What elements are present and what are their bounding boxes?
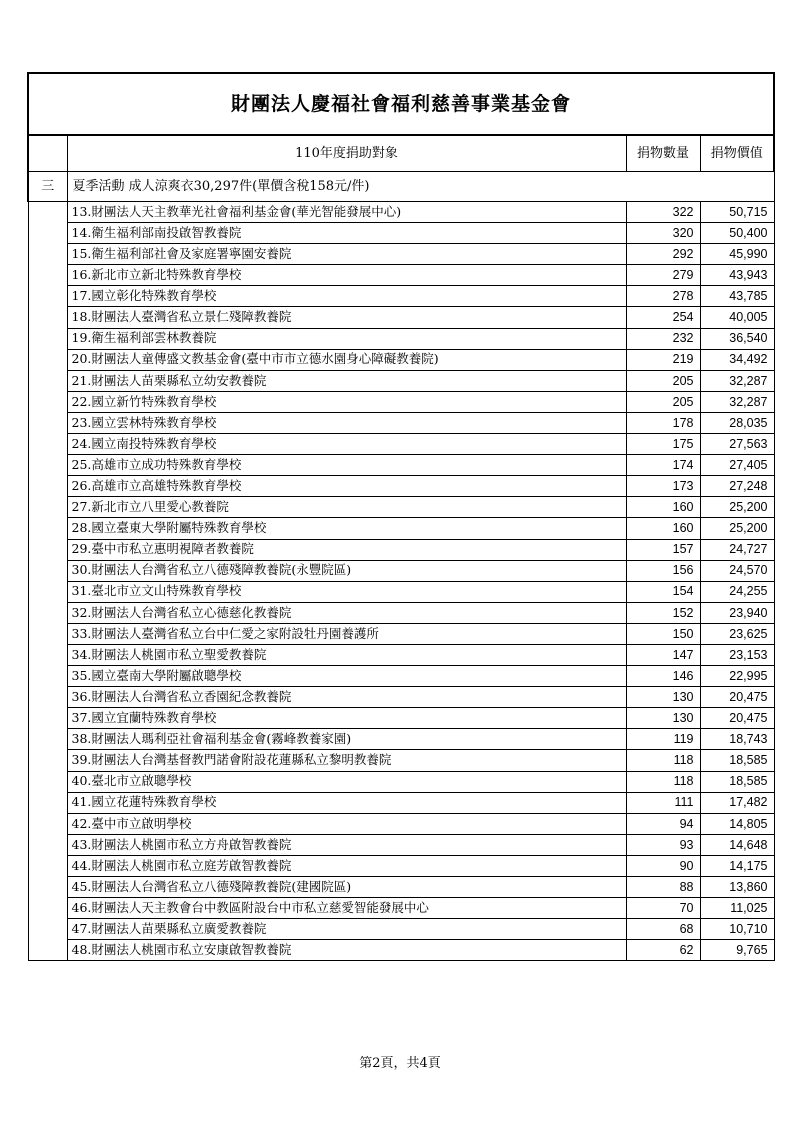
header-value: 捐物價值 [700,135,774,172]
row-qty: 160 [626,497,700,518]
header-qty: 捐物數量 [626,135,700,172]
row-index-cell [28,834,67,855]
row-qty: 111 [626,792,700,813]
row-index-cell [28,370,67,391]
table-row [28,286,774,307]
row-index-cell [28,391,67,412]
row-value: 25,200 [700,497,774,518]
table-row [28,623,774,644]
row-index-cell [28,328,67,349]
page-title: 財團法人慶福社會福利慈善事業基金會 [28,73,774,135]
row-qty: 254 [626,307,700,328]
row-recipient-name: 15.衛生福利部社會及家庭署寧園安養院 [67,244,626,265]
row-recipient-name: 43.財團法人桃園市私立方舟啟智教養院 [67,834,626,855]
row-qty: 173 [626,476,700,497]
row-value: 27,248 [700,476,774,497]
row-qty: 322 [626,202,700,223]
row-index-cell [28,539,67,560]
row-qty: 130 [626,708,700,729]
row-value: 18,743 [700,729,774,750]
row-recipient-name: 41.國立花蓮特殊教育學校 [67,792,626,813]
row-qty: 178 [626,412,700,433]
row-index-cell [28,898,67,919]
row-index-cell [28,813,67,834]
table-row [28,560,774,581]
row-index-cell [28,286,67,307]
row-index-cell [28,518,67,539]
row-index-cell [28,202,67,223]
row-value: 20,475 [700,708,774,729]
section-index: 三 [28,172,67,202]
row-index-cell [28,349,67,370]
row-recipient-name: 14.衛生福利部南投啟智教養院 [67,223,626,244]
row-value: 45,990 [700,244,774,265]
row-value: 10,710 [700,919,774,940]
table-row [28,539,774,560]
row-index-cell [28,687,67,708]
row-value: 9,765 [700,940,774,961]
row-value: 24,570 [700,560,774,581]
row-value: 23,625 [700,623,774,644]
row-qty: 119 [626,729,700,750]
row-index-cell [28,771,67,792]
row-value: 24,255 [700,581,774,602]
row-qty: 146 [626,666,700,687]
row-index-cell [28,307,67,328]
row-index-cell [28,412,67,433]
row-value: 22,995 [700,666,774,687]
row-recipient-name: 46.財團法人天主教會台中教區附設台中市私立慈愛智能發展中心 [67,898,626,919]
table-row [28,455,774,476]
row-value: 27,405 [700,455,774,476]
row-value: 28,035 [700,412,774,433]
row-index-cell [28,644,67,665]
table-row [28,771,774,792]
row-value: 23,153 [700,644,774,665]
row-recipient-name: 38.財團法人瑪利亞社會福利基金會(霧峰教養家園) [67,729,626,750]
row-recipient-name: 28.國立臺東大學附屬特殊教育學校 [67,518,626,539]
row-recipient-name: 30.財團法人台灣省私立八德殘障教養院(永豐院區) [67,560,626,581]
row-index-cell [28,581,67,602]
row-value: 50,715 [700,202,774,223]
row-index-cell [28,244,67,265]
row-recipient-name: 21.財團法人苗栗縣私立幼安教養院 [67,370,626,391]
row-index-cell [28,666,67,687]
row-recipient-name: 25.高雄市立成功特殊教育學校 [67,455,626,476]
donation-table [27,72,775,961]
row-recipient-name: 18.財團法人臺灣省私立景仁殘障教養院 [67,307,626,328]
row-recipient-name: 24.國立南投特殊教育學校 [67,434,626,455]
row-value: 36,540 [700,328,774,349]
row-recipient-name: 26.高雄市立高雄特殊教育學校 [67,476,626,497]
row-index-cell [28,919,67,940]
table-row [28,412,774,433]
header-target: 110年度捐助對象 [67,135,626,172]
header-index-cell [28,135,67,172]
row-recipient-name: 23.國立雲林特殊教育學校 [67,412,626,433]
table-row [28,898,774,919]
page-footer: 第2頁，共4頁 [359,1056,441,1071]
row-value: 50,400 [700,223,774,244]
row-qty: 94 [626,813,700,834]
row-qty: 292 [626,244,700,265]
row-recipient-name: 39.財團法人台灣基督教門諾會附設花蓮縣私立黎明教養院 [67,750,626,771]
row-value: 13,860 [700,877,774,898]
table-row [28,202,774,223]
row-recipient-name: 35.國立臺南大學附屬啟聰學校 [67,666,626,687]
row-recipient-name: 47.財團法人苗栗縣私立廣愛教養院 [67,919,626,940]
table-row [28,940,774,961]
table-row [28,750,774,771]
table-row [28,666,774,687]
table-row [28,729,774,750]
row-index-cell [28,940,67,961]
row-qty: 118 [626,771,700,792]
table-row [28,792,774,813]
row-index-cell [28,623,67,644]
table-row [28,855,774,876]
row-qty: 205 [626,391,700,412]
row-value: 24,727 [700,539,774,560]
header-row [28,135,774,172]
table-row [28,708,774,729]
section-row [28,172,774,202]
table-row [28,813,774,834]
row-index-cell [28,855,67,876]
row-index-cell [28,877,67,898]
row-recipient-name: 34.財團法人桃園市私立聖愛教養院 [67,644,626,665]
row-recipient-name: 31.臺北市立文山特殊教育學校 [67,581,626,602]
row-qty: 279 [626,265,700,286]
row-value: 40,005 [700,307,774,328]
row-qty: 130 [626,687,700,708]
row-value: 32,287 [700,391,774,412]
row-qty: 219 [626,349,700,370]
row-recipient-name: 19.衛生福利部雲林教養院 [67,328,626,349]
row-value: 18,585 [700,750,774,771]
row-index-cell [28,750,67,771]
row-recipient-name: 33.財團法人臺灣省私立台中仁愛之家附設牡丹園養護所 [67,623,626,644]
row-qty: 154 [626,581,700,602]
row-recipient-name: 13.財團法人天主教華光社會福利基金會(華光智能發展中心) [67,202,626,223]
row-value: 32,287 [700,370,774,391]
donation-sheet [27,72,773,961]
row-recipient-name: 36.財團法人台灣省私立香園紀念教養院 [67,687,626,708]
row-qty: 150 [626,623,700,644]
table-row [28,919,774,940]
table-row [28,602,774,623]
row-qty: 147 [626,644,700,665]
table-row [28,223,774,244]
row-qty: 152 [626,602,700,623]
row-index-cell [28,560,67,581]
row-recipient-name: 40.臺北市立啟聰學校 [67,771,626,792]
row-value: 23,940 [700,602,774,623]
row-recipient-name: 48.財團法人桃園市私立安康啟智教養院 [67,940,626,961]
row-qty: 70 [626,898,700,919]
row-value: 14,175 [700,855,774,876]
row-value: 14,648 [700,834,774,855]
row-index-cell [28,602,67,623]
table-row [28,244,774,265]
row-value: 20,475 [700,687,774,708]
row-qty: 175 [626,434,700,455]
row-qty: 205 [626,370,700,391]
table-row [28,349,774,370]
row-index-cell [28,792,67,813]
row-recipient-name: 17.國立彰化特殊教育學校 [67,286,626,307]
table-row [28,834,774,855]
table-row [28,518,774,539]
row-index-cell [28,455,67,476]
table-row [28,370,774,391]
row-qty: 157 [626,539,700,560]
row-qty: 68 [626,919,700,940]
row-index-cell [28,497,67,518]
row-value: 25,200 [700,518,774,539]
section-description: 夏季活動 成人涼爽衣30,297件(單價含稅158元/件) [67,172,774,202]
row-recipient-name: 16.新北市立新北特殊教育學校 [67,265,626,286]
row-value: 43,785 [700,286,774,307]
row-recipient-name: 29.臺中市私立惠明視障者教養院 [67,539,626,560]
row-recipient-name: 20.財團法人童傳盛文教基金會(臺中市市立德水園身心障礙教養院) [67,349,626,370]
row-qty: 93 [626,834,700,855]
table-row [28,644,774,665]
table-row [28,328,774,349]
row-recipient-name: 32.財團法人台灣省私立心德慈化教養院 [67,602,626,623]
table-row [28,581,774,602]
row-value: 43,943 [700,265,774,286]
row-index-cell [28,729,67,750]
row-index-cell [28,265,67,286]
row-qty: 278 [626,286,700,307]
table-row [28,877,774,898]
table-row [28,434,774,455]
row-value: 18,585 [700,771,774,792]
table-row [28,476,774,497]
row-recipient-name: 45.財團法人台灣省私立八德殘障教養院(建國院區) [67,877,626,898]
row-qty: 62 [626,940,700,961]
row-qty: 156 [626,560,700,581]
table-row [28,307,774,328]
row-index-cell [28,708,67,729]
table-row [28,265,774,286]
row-qty: 174 [626,455,700,476]
row-value: 11,025 [700,898,774,919]
row-qty: 160 [626,518,700,539]
row-index-cell [28,434,67,455]
row-qty: 88 [626,877,700,898]
row-recipient-name: 27.新北市立八里愛心教養院 [67,497,626,518]
row-value: 34,492 [700,349,774,370]
row-index-cell [28,476,67,497]
table-row [28,391,774,412]
row-qty: 232 [626,328,700,349]
row-recipient-name: 22.國立新竹特殊教育學校 [67,391,626,412]
row-qty: 90 [626,855,700,876]
row-value: 17,482 [700,792,774,813]
row-qty: 320 [626,223,700,244]
row-value: 27,563 [700,434,774,455]
row-value: 14,805 [700,813,774,834]
row-index-cell [28,223,67,244]
row-qty: 118 [626,750,700,771]
row-recipient-name: 42.臺中市立啟明學校 [67,813,626,834]
row-recipient-name: 37.國立宜蘭特殊教育學校 [67,708,626,729]
row-recipient-name: 44.財團法人桃園市私立庭芳啟智教養院 [67,855,626,876]
table-row [28,687,774,708]
table-row [28,497,774,518]
